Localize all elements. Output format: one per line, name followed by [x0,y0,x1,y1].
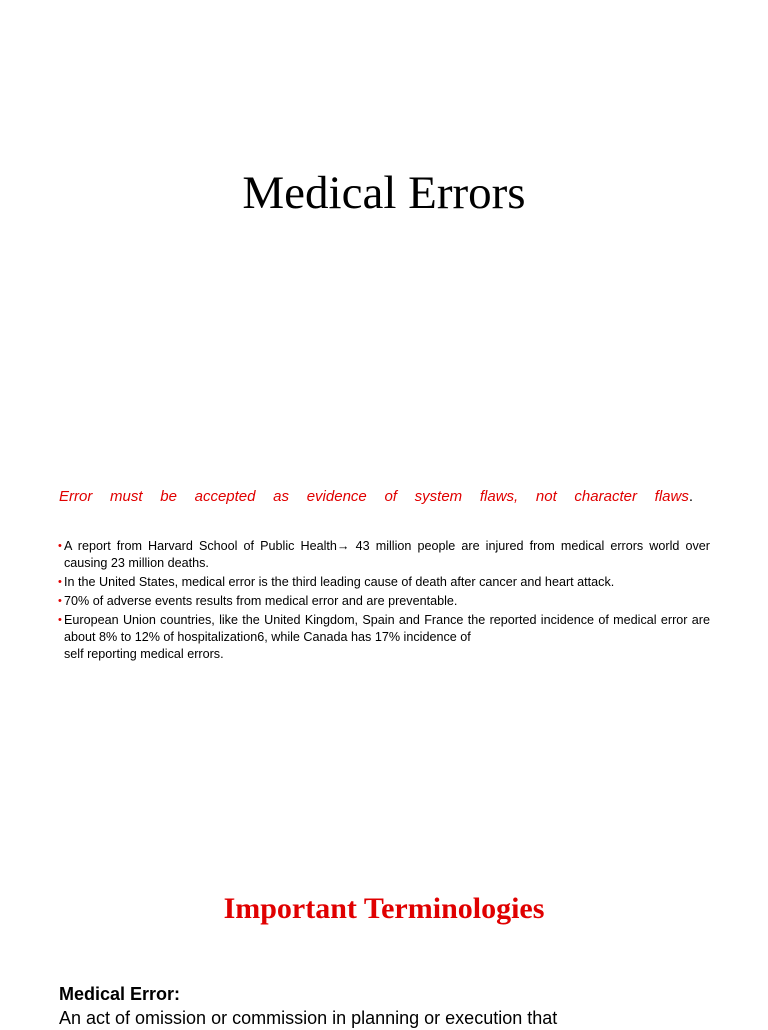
fact-list [58,538,710,665]
term-title: Medical Error: [59,984,181,1004]
page-title: Medical Errors [242,167,526,219]
fact-text-continued: self reporting medical errors. [64,647,224,661]
bullet-icon: • [58,614,62,626]
bullet-icon: • [58,595,62,607]
fact-text: In the United States, medical error is the third leading cause of death after cancer and heart attack. [64,575,615,589]
fact-item [58,593,710,610]
fact-text: 70% of adverse events results from medical error and are preventable. [64,594,458,608]
quote-text [59,486,693,508]
quote-main: Error must be accepted as evidence of system flaws, not character flaws [59,488,689,505]
term-definition: An act of omission or commission in planning or execution that [59,1008,558,1028]
fact-text: European Union countries, like the United Kingdom, Spain and France the reported incidence of medical error are about 8% to 12% of hospitalization6, while Canada has 17% incidence of [64,613,710,644]
fact-item [58,574,710,591]
fact-item [58,612,710,663]
quote-end: . [688,488,693,505]
fact-item [58,538,710,572]
section-heading: Important Terminologies [223,892,545,925]
bullet-icon: • [58,576,62,588]
bullet-icon: • [58,540,62,552]
fact-text: A report from Harvard School of Public Health→ 43 million people are injured from medical errors world over causing 23 million deaths. [64,539,710,570]
